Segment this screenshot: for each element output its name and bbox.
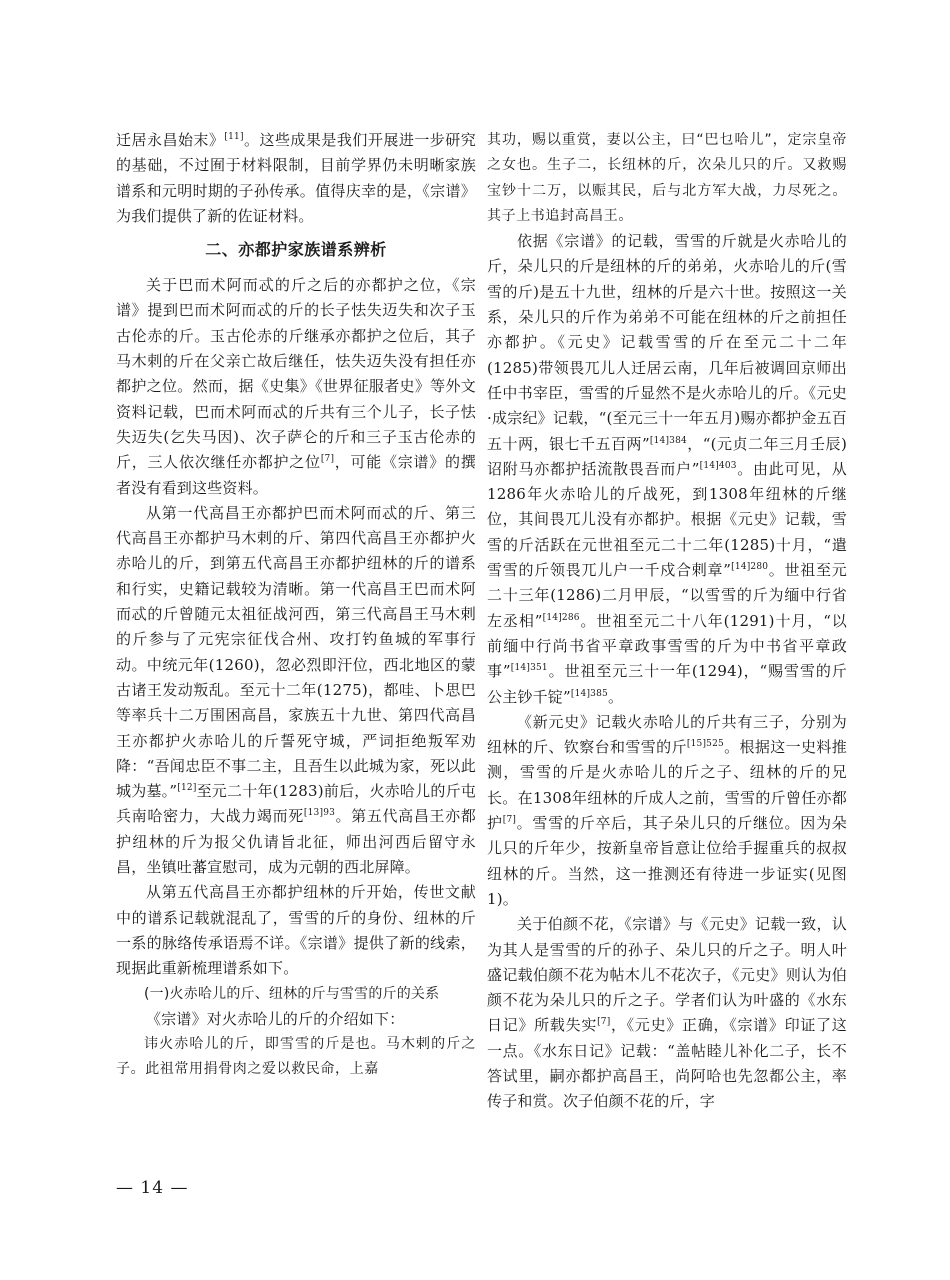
section-heading: 二、亦都护家族谱系辨析: [205, 240, 387, 260]
paragraph: 从第五代高昌王亦都护纽林的斤开始，传世文献中的谱系记载就混乱了，雪雪的斤的身份、纽林的斤一系的脉络传承语焉不详。《宗谱》提供了新的线索，现据此重新梳理谱系如下。: [116, 883, 476, 978]
citation: [14]280: [731, 562, 769, 573]
citation: [7]: [502, 815, 517, 826]
citation: [14]286: [542, 612, 580, 623]
citation: [14]351: [510, 663, 548, 674]
citation: [15]525: [686, 739, 724, 750]
citation: [12]: [177, 783, 197, 794]
paragraph: 迁居永昌始末》[11]。这些成果是我们开展进一步研究的基础，不过囿于材料限制，目前学界仍未明晰家族谱系和元明时期的子孙传承。值得庆幸的是，《宗谱》为我们提供了新的佐证材料。: [116, 131, 476, 225]
left-column: [116, 128, 476, 1083]
block-quote: 其功，赐以重赏，妻以公主，曰“巴乜哈儿”，定宗皇帝之女也。生子二，长纽林的斤，次朵儿只的斤。又救赐宝钞十二万，以赈其民，后与北方军大战，力尽死之。其子上书追封高昌王。: [487, 132, 847, 224]
paragraph: 依据《宗谱》的记载，雪雪的斤就是火赤哈儿的斤，朵儿只的斤是纽林的斤的弟弟，火赤哈儿的斤(雪雪的斤)是五十九世，纽林的斤是六十世。按照这一关系，朵儿只的斤作为弟弟不可能在纽林的斤之前担任亦都护。《元史》记载雪雪的斤在至元二十二年(1285)带领畏兀儿人迁居云南，几年后被调回京师出任中书宰臣，雪雪的斤显然不是火赤哈儿的斤。《元史·成宗纪》记载，“(至元三十一年五月)赐亦都护金五百五十两，银七千五百两”$^{[14]384}$，“(元贞二年三月壬辰)诏附马亦都护括流散畏吾而户”$^{[14]403}$。由此可见，从1286年火赤哈儿的斤战死，到1308年纽林的斤继位，其间畏兀儿没有亦都护。根据《元史》记载，雪雪的斤活跃在元世祖至元二十二年(1285)十月，“遣雪雪的斤领畏兀儿户一千戍合剌章”$^{[14]280}$。世祖至元二十三年(1286)二月甲辰，“以雪雪的斤为缅中行省左丞相”$^{[14]286}$。世祖至元二十八年(1291)十月，“以前缅中行尚书省平章政事雪雪的斤为中书省平章政事”$^{[14]351}$。世祖至元三十一年(1294)，“赐雪雪的斤公主钞千锭”$^{[14]385}$。: [487, 232, 848, 706]
paragraph: 《宗谱》对火赤哈儿的斤的介绍如下：: [146, 1009, 405, 1028]
citation: [7]: [597, 1017, 611, 1028]
citation: [14]384: [649, 435, 687, 446]
right-column: [487, 128, 847, 1115]
citation: [7]: [320, 454, 335, 465]
paragraph: 关于伯颜不花，《宗谱》与《元史》记载一致，认为其人是雪雪的斤的孙子、朵儿只的斤之子。明人叶盛记载伯颜不花为帖木儿不花次子，《元史》则认为伯颜不花为朵儿只的斤之子。学者们认为叶盛的《水东日记》所载失实[7]，《元史》正确，《宗谱》印证了这一点。《水东日记》记载：“盖帖睦儿补化二子，长不答试里，嗣亦都护高昌王，尚阿哈也先忽都公主，率传子和赏。次子伯颜不花的斤，字: [487, 915, 847, 1111]
paragraph: 从第一代高昌王亦都护巴而术阿而忒的斤、第三代高昌王亦都护马木剌的斤、第四代高昌王亦都护火赤哈儿的斤，到第五代高昌王亦都护纽林的斤的谱系和行实，史籍记载较为清晰。第一代高昌王巴而术阿而忒的斤曾随元太祖征战河西，第三代高昌王马木剌的斤参与了元宪宗征伐合州、攻打钓鱼城的军事行动。中统元年(1260)，忽必烈即汗位，西北地区的蒙古诸王发动叛乱。至元十二年(1275)，都哇、卜思巴等率兵十二万围困高昌，家族五十九世、第四代高昌王亦都护火赤哈儿的斤誓死守城，严词拒绝叛军劝降：“吾闻忠臣不事二主，且吾生以此城为家，死以此城为墓。”[12]至元二十年(1283)前后，火赤哈儿的斤屯兵南哈密力，大战力竭而死$^{[13]93}$。第五代高昌王亦都护纽林的斤为报父仇请旨北征，师出河西后留守永昌，坐镇吐蕃宣慰司，成为元朝的西北屏障。: [116, 503, 476, 877]
block-quote: 讳火赤哈儿的斤，即雪雪的斤是也。马木剌的斤之子。此祖常用捐骨肉之爱以救民命，上嘉: [116, 1036, 476, 1078]
citation: [11]: [224, 132, 244, 142]
page-number: — 14 —: [116, 1178, 189, 1198]
subsection-heading: (一)火赤哈儿的斤、纽林的斤与雪雪的斤的关系: [144, 985, 440, 1002]
paragraph: 关于巴而术阿而忒的斤之后的亦都护之位，《宗谱》提到巴而术阿而忒的斤的长子怯失迈失和次子玉古伦赤的斤。玉古伦赤的斤继承亦都护之位后，其子马木剌的斤在父亲亡故后继任，怯失迈失没有担任亦都护之位。然而，据《史集》《世界征服者史》等外文资料记载，巴而术阿而忒的斤共有三个儿子，长子怯失迈失(乞失马因)、次子萨仑的斤和三子玉古伦赤的斤，三人依次继任亦都护之位[7]，可能《宗谱》的撰者没有看到这些资料。: [116, 276, 476, 497]
citation: [14]403: [699, 460, 737, 471]
citation: [13]93: [303, 808, 336, 819]
paragraph: 《新元史》记载火赤哈儿的斤共有三子，分别为纽林的斤、钦察台和雪雪的斤$^{[15]525}$。根据这一史料推测，雪雪的斤是火赤哈儿的斤之子、纽林的斤的兄长。在1308年纽林的斤成人之前，雪雪的斤曾任亦都护[7]。雪雪的斤卒后，其子朵儿只的斤继位。因为朵儿只的斤年少，按新皇帝旨意让位给手握重兵的叔叔纽林的斤。当然，这一推测还有待进一步证实(见图1)。: [487, 712, 848, 908]
citation: [14]385: [570, 688, 608, 699]
